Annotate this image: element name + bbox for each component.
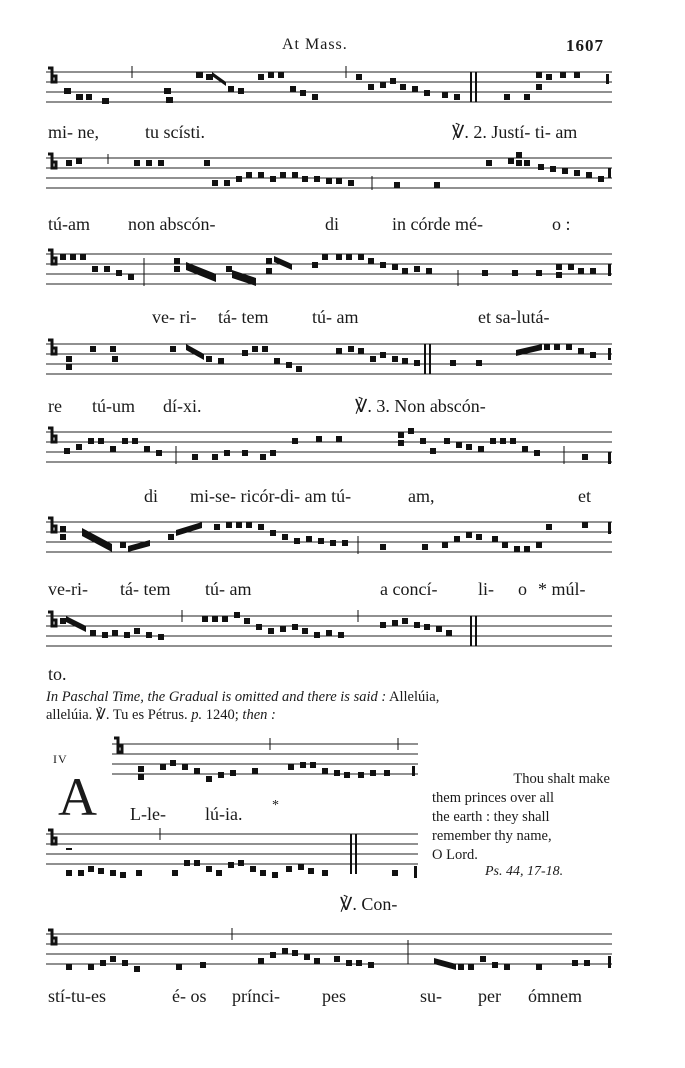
- staff-line-9: [46, 826, 418, 874]
- lyric-3-b: tá- tem: [218, 307, 269, 327]
- staff-line-4: [46, 336, 612, 384]
- translation-line-4: remember thy name,: [432, 828, 552, 844]
- chant-staff-5: [46, 424, 612, 472]
- lyric-2-b: non abscón-: [128, 214, 216, 234]
- lyric-6-e: li-: [478, 579, 494, 599]
- alleluia-last-lyric-f: per: [478, 986, 501, 1006]
- lyric-5-b: mi-se- ricór-di- am tú-: [190, 486, 352, 506]
- lyric-1-b: tu scísti.: [145, 122, 206, 142]
- lyric-6-b: tá- tem: [120, 579, 171, 599]
- alleluia-asterisk: *: [272, 798, 279, 813]
- lyric-5-d: et: [578, 486, 591, 506]
- staff-line-10: [46, 926, 612, 974]
- psalm-reference: Ps. 44, 17-18.: [485, 864, 564, 879]
- alleluia-last-lyric-d: pes: [322, 986, 346, 1006]
- translation-text: [432, 770, 610, 865]
- chant-staff-1: [46, 64, 612, 112]
- chant-staff-6: [46, 514, 612, 562]
- alleluia-lyric-1: L-le-: [130, 804, 166, 824]
- lyric-6-a: ve-ri-: [48, 579, 88, 599]
- lyric-3-d: et sa-lutá-: [478, 307, 550, 327]
- lyric-4-a: re: [48, 396, 62, 416]
- rubric-text-3: 1240;: [205, 707, 239, 723]
- lyric-6-c: tú- am: [205, 579, 252, 599]
- alleluia-last-lyric-c: prínci-: [232, 986, 280, 1006]
- lyric-6-g: * múl-: [538, 579, 586, 599]
- staff-line-1: [46, 64, 612, 112]
- translation-line-5: O Lord.: [432, 847, 478, 863]
- rubric-text-1: Allelúia,: [389, 689, 440, 705]
- translation-line-3: the earth : they shall: [432, 809, 550, 825]
- alleluia-last-lyric-b: é- os: [172, 986, 207, 1006]
- staff-line-5: [46, 424, 612, 472]
- chant-staff-7: [46, 608, 612, 656]
- chant-staff-9: [46, 826, 418, 874]
- page-header-title: At Mass.: [282, 36, 348, 53]
- rubric-italic-p: p.: [191, 707, 203, 723]
- lyric-2-a: tú-am: [48, 214, 90, 234]
- staff-line-2: [46, 150, 612, 198]
- lyric-4-b: tú-um: [92, 396, 135, 416]
- chant-staff-2: [46, 150, 612, 198]
- lyric-6-d: a concí-: [380, 579, 438, 599]
- rubric-paschal-time: [46, 688, 611, 724]
- page-number: 1607: [566, 36, 604, 55]
- mode-number: IV: [53, 752, 68, 766]
- chant-staff-4: [46, 336, 612, 384]
- lyric-4-c: dí-xi.: [163, 396, 202, 416]
- lyric-2-e: o :: [552, 214, 571, 234]
- chant-staff-3: [46, 246, 612, 294]
- lyric-5-a: di: [144, 486, 159, 506]
- lyric-3-a: ve- ri-: [152, 307, 197, 327]
- translation-line-1: Thou shalt make: [513, 771, 610, 787]
- lyric-7-a: to.: [48, 664, 67, 684]
- dropcap-letter: A: [58, 767, 97, 827]
- alleluia-verse-start: ℣. Con-: [340, 894, 398, 914]
- lyric-5-c: am,: [408, 486, 435, 506]
- chant-staff-10: [46, 926, 612, 974]
- staff-line-7: [46, 608, 612, 656]
- lyric-2-d: in córde mé-: [392, 214, 483, 234]
- translation-line-2: them princes over all: [432, 790, 554, 806]
- lyric-1-a: mi- ne,: [48, 122, 99, 142]
- lyric-1-c: ℣. 2. Justí- ti- am: [452, 122, 578, 142]
- alleluia-lyric-2: lú-ia.: [205, 804, 243, 824]
- staff-line-3: [46, 246, 612, 294]
- rubric-text-2: allelúia. ℣. Tu es Pétrus.: [46, 707, 188, 723]
- lyric-2-c: di: [325, 214, 340, 234]
- alleluia-last-lyric-e: su-: [420, 986, 442, 1006]
- chant-staff-8: [112, 736, 418, 784]
- lyric-6-f: o: [518, 579, 527, 599]
- rubric-italic: In Paschal Time, the Gradual is omitted and there is said :: [46, 689, 387, 705]
- alleluia-last-lyric-g: ómnem: [528, 986, 582, 1006]
- staff-line-6: [46, 514, 612, 562]
- lyric-3-c: tú- am: [312, 307, 359, 327]
- lyric-4-d: ℣. 3. Non abscón-: [355, 396, 486, 416]
- staff-line-8: [112, 736, 418, 784]
- alleluia-last-lyric-a: stí-tu-es: [48, 986, 106, 1006]
- rubric-italic-then: then :: [242, 707, 276, 723]
